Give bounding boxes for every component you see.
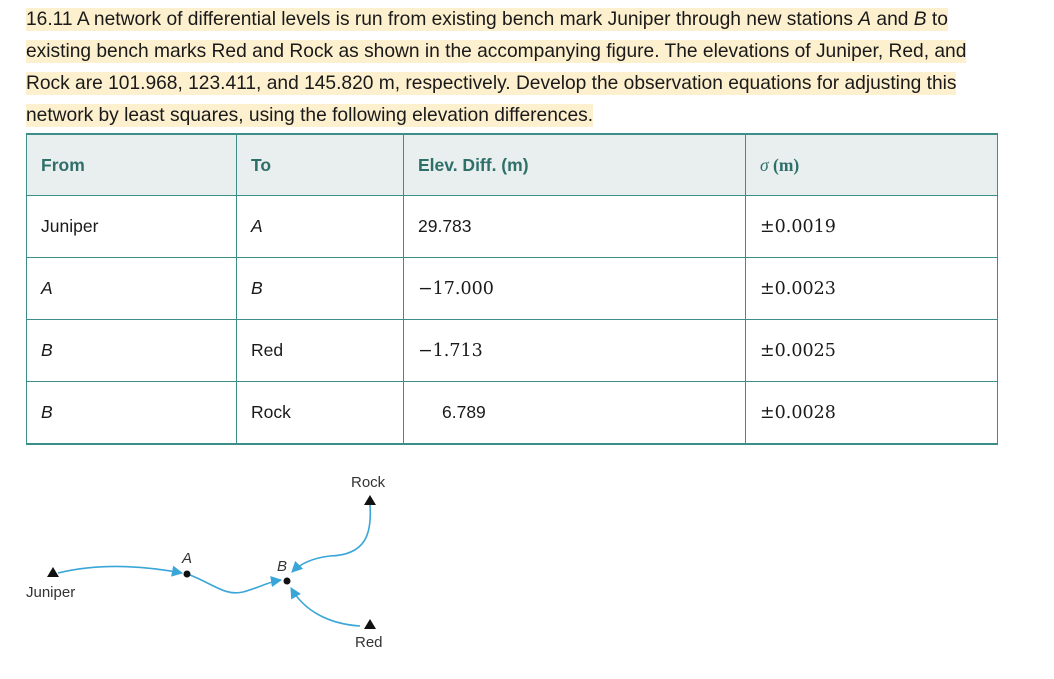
problem-statement: [26, 4, 1006, 132]
table-row: [27, 196, 998, 258]
cell-from: Juniper: [27, 196, 237, 258]
problem-text-3: to existing bench marks Red and Rock as shown in the accompanying figure. The elevations of Juniper, Red, and Rock are 101.968, 123.411, and 145.820 m, respectively. Develop the observation equations for adjusting this network by least squares, using the following elevation differences.: [26, 9, 967, 126]
elevation-differences-table: [26, 133, 998, 445]
station-a-ref: A: [858, 9, 872, 30]
table-row: [27, 258, 998, 320]
cell-to: Rock: [237, 382, 404, 445]
label-rock: Rock: [351, 474, 386, 491]
cell-sigma: ±0.0025: [746, 320, 998, 382]
cell-to: A: [237, 196, 404, 258]
line-red-b: [291, 588, 360, 626]
header-sigma: [746, 134, 998, 196]
cell-from: A: [27, 258, 237, 320]
juniper-benchmark-icon: [47, 567, 59, 577]
cell-from: B: [27, 320, 237, 382]
header-from: From: [27, 134, 237, 196]
sigma-unit: (m): [773, 154, 800, 175]
label-red: Red: [355, 634, 383, 651]
station-a-point: [184, 571, 191, 578]
cell-sigma: ±0.0023: [746, 258, 998, 320]
line-a-b: [190, 575, 281, 593]
cell-elev: −17.000: [404, 258, 746, 320]
sigma-symbol: σ: [760, 154, 769, 175]
label-b: B: [277, 558, 288, 575]
red-benchmark-icon: [364, 619, 376, 629]
station-b-point: [284, 578, 291, 585]
problem-number: 16.11: [26, 9, 73, 30]
header-elev-diff: Elev. Diff. (m): [404, 134, 746, 196]
table-row: [27, 382, 998, 445]
problem-text-1: A network of differential levels is run from existing bench mark Juniper through new stations: [72, 9, 859, 30]
line-rock-b: [292, 505, 370, 572]
header-to: To: [237, 134, 404, 196]
station-b-ref: B: [913, 9, 927, 30]
line-juniper-a: [58, 567, 182, 573]
problem-text-2: and: [871, 9, 914, 30]
cell-sigma: ±0.0019: [746, 196, 998, 258]
rock-benchmark-icon: [364, 495, 376, 505]
cell-from: B: [27, 382, 237, 445]
cell-sigma: ±0.0028: [746, 382, 998, 445]
label-juniper: Juniper: [26, 584, 76, 601]
cell-elev: 6.789: [404, 382, 746, 445]
table-header-row: [27, 134, 998, 196]
cell-to: B: [237, 258, 404, 320]
table-row: [27, 320, 998, 382]
level-network-figure: [0, 460, 420, 675]
cell-elev: 29.783: [404, 196, 746, 258]
cell-elev: −1.713: [404, 320, 746, 382]
cell-to: Red: [237, 320, 404, 382]
label-a: A: [182, 550, 193, 567]
